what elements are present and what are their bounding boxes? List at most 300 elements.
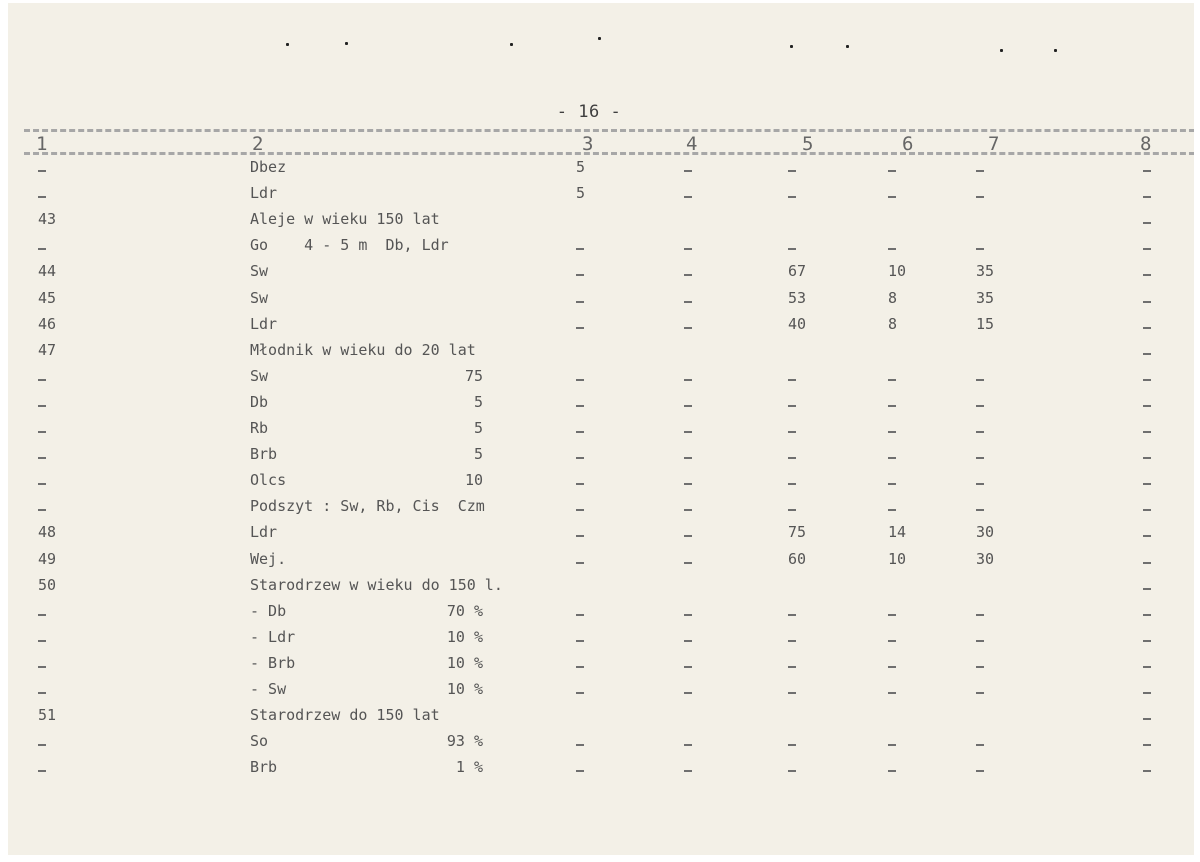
empty-value-dash [576, 431, 584, 433]
empty-value-dash [684, 483, 692, 485]
table-cell [684, 236, 693, 254]
empty-value-dash [1143, 692, 1151, 694]
empty-value-dash [788, 666, 796, 668]
table-header-top-rule [24, 129, 1194, 132]
table-cell [576, 445, 585, 463]
empty-value-dash [976, 770, 984, 772]
table-cell [684, 497, 693, 515]
empty-value-dash [684, 327, 692, 329]
empty-value-dash [788, 614, 796, 616]
paper-speck [846, 45, 849, 48]
table-cell [888, 419, 897, 437]
table-cell [576, 758, 585, 776]
table-cell [684, 393, 693, 411]
table-cell: 60 [788, 549, 807, 568]
empty-value-dash [684, 744, 692, 746]
table-cell: 75 [464, 366, 483, 385]
empty-value-dash [976, 483, 984, 485]
table-cell [684, 445, 693, 463]
table-cell [1143, 445, 1152, 463]
table-cell: 5 [473, 419, 483, 437]
table-cell [888, 602, 897, 620]
table-cell [1143, 262, 1152, 280]
table-cell: Młodnik w wieku do 20 lat [250, 340, 476, 359]
empty-value-dash [976, 170, 984, 172]
empty-value-dash [576, 301, 584, 303]
paper-speck [286, 43, 289, 46]
table-row [8, 521, 1194, 545]
table-cell [888, 654, 897, 672]
empty-value-dash [576, 535, 584, 537]
table-cell: So [250, 732, 269, 751]
empty-value-dash [1143, 770, 1151, 772]
table-cell [888, 445, 897, 463]
empty-value-dash [684, 301, 692, 303]
table-cell [788, 184, 797, 202]
empty-value-dash [976, 431, 984, 433]
empty-value-dash [888, 457, 896, 459]
empty-value-dash [888, 744, 896, 746]
table-cell [788, 497, 797, 515]
column-header-7: 7 [988, 133, 1000, 155]
table-cell [1143, 289, 1152, 307]
table-cell [788, 158, 797, 176]
empty-value-dash [1143, 666, 1151, 668]
empty-value-dash [684, 405, 692, 407]
table-cell: 10 [888, 549, 907, 568]
table-cell: 8 [888, 288, 898, 307]
table-cell: Ldr [250, 314, 278, 333]
table-cell: 43 [38, 210, 57, 229]
empty-value-dash [1143, 274, 1151, 276]
empty-value-dash [888, 770, 896, 772]
table-cell: 5 [576, 184, 586, 203]
empty-value-dash [788, 379, 796, 381]
table-row [8, 443, 1194, 467]
table-cell: Ldr [250, 184, 278, 203]
document-page [8, 3, 1194, 855]
empty-value-dash [976, 248, 984, 250]
empty-value-dash [1143, 327, 1151, 329]
table-cell [1143, 158, 1152, 176]
empty-value-dash [888, 640, 896, 642]
empty-value-dash [788, 170, 796, 172]
empty-value-dash [888, 614, 896, 616]
table-cell: 53 [788, 288, 807, 307]
empty-value-dash [38, 692, 46, 694]
paper-speck [510, 43, 513, 46]
table-cell: Db [250, 392, 269, 411]
table-cell [38, 184, 47, 202]
table-cell [576, 680, 585, 698]
table-cell: Brb [250, 445, 278, 464]
table-cell [788, 654, 797, 672]
empty-value-dash [888, 431, 896, 433]
empty-value-dash [576, 405, 584, 407]
empty-value-dash [38, 744, 46, 746]
empty-value-dash [1143, 744, 1151, 746]
table-cell [684, 419, 693, 437]
empty-value-dash [38, 509, 46, 511]
table-cell [976, 628, 985, 646]
table-cell [684, 550, 693, 568]
table-row [8, 600, 1194, 624]
table-cell [684, 367, 693, 385]
table-cell [684, 315, 693, 333]
table-cell [1143, 419, 1152, 437]
table-row [8, 652, 1194, 676]
empty-value-dash [38, 405, 46, 407]
table-cell [1143, 628, 1152, 646]
table-cell: 45 [38, 288, 57, 307]
table-cell: 93 % [446, 732, 483, 751]
paper-speck [345, 42, 348, 45]
table-cell: 67 [788, 262, 807, 281]
empty-value-dash [576, 770, 584, 772]
empty-value-dash [1143, 353, 1151, 355]
table-cell [684, 158, 693, 176]
table-cell [788, 393, 797, 411]
table-cell: 5 [576, 158, 586, 176]
table-cell: 48 [38, 523, 57, 542]
paper-speck [1000, 49, 1003, 52]
table-cell: 10 [464, 471, 483, 490]
table-row [8, 339, 1194, 363]
empty-value-dash [684, 562, 692, 564]
table-cell [684, 602, 693, 620]
table-cell: 51 [38, 706, 57, 725]
empty-value-dash [888, 248, 896, 250]
table-cell [788, 602, 797, 620]
table-cell: 10 % [446, 680, 483, 698]
empty-value-dash [1143, 562, 1151, 564]
table-cell: 46 [38, 314, 57, 333]
table-cell [38, 419, 47, 437]
empty-value-dash [684, 535, 692, 537]
table-cell [788, 732, 797, 750]
table-cell: Sw [250, 288, 269, 307]
table-cell [684, 680, 693, 698]
empty-value-dash [888, 379, 896, 381]
table-cell [1143, 184, 1152, 202]
empty-value-dash [888, 405, 896, 407]
table-cell: 40 [788, 314, 807, 333]
table-cell [576, 654, 585, 672]
empty-value-dash [576, 614, 584, 616]
table-cell: Aleje w wieku 150 lat [250, 210, 440, 229]
table-cell: - Sw [250, 680, 287, 698]
table-cell [888, 680, 897, 698]
table-cell: 35 [976, 262, 995, 281]
empty-value-dash [1143, 222, 1151, 224]
table-cell [38, 680, 47, 698]
empty-value-dash [788, 744, 796, 746]
table-cell: Starodrzew do 150 lat [250, 706, 440, 725]
empty-value-dash [1143, 405, 1151, 407]
table-cell [888, 236, 897, 254]
table-cell: 75 [788, 523, 807, 542]
empty-value-dash [1143, 301, 1151, 303]
empty-value-dash [888, 196, 896, 198]
table-row [8, 156, 1194, 180]
empty-value-dash [684, 770, 692, 772]
empty-value-dash [1143, 170, 1151, 172]
empty-value-dash [38, 379, 46, 381]
table-cell: - Db [250, 601, 287, 620]
table-cell [976, 445, 985, 463]
empty-value-dash [976, 692, 984, 694]
page-number: - 16 - [556, 102, 622, 122]
empty-value-dash [1143, 457, 1151, 459]
empty-value-dash [684, 170, 692, 172]
table-cell: Wej. [250, 549, 287, 568]
empty-value-dash [888, 483, 896, 485]
empty-value-dash [576, 692, 584, 694]
table-cell [888, 367, 897, 385]
table-cell: Rb [250, 419, 269, 437]
table-cell [576, 550, 585, 568]
table-cell [1143, 602, 1152, 620]
table-row [8, 730, 1194, 754]
table-cell [1143, 576, 1152, 594]
table-cell: 35 [976, 288, 995, 307]
table-cell [888, 497, 897, 515]
empty-value-dash [38, 170, 46, 172]
empty-value-dash [888, 666, 896, 668]
table-row [8, 469, 1194, 493]
empty-value-dash [1143, 248, 1151, 250]
table-cell [976, 758, 985, 776]
column-header-4: 4 [686, 133, 698, 155]
column-header-3: 3 [582, 133, 594, 155]
empty-value-dash [38, 640, 46, 642]
table-cell: 44 [38, 262, 57, 281]
table-cell: 50 [38, 575, 57, 594]
table-row [8, 182, 1194, 206]
table-row [8, 756, 1194, 780]
table-cell: 10 [888, 262, 907, 281]
empty-value-dash [576, 379, 584, 381]
empty-value-dash [684, 509, 692, 511]
table-cell [38, 654, 47, 672]
table-cell: 70 % [446, 601, 483, 620]
table-cell [788, 628, 797, 646]
table-row [8, 495, 1194, 519]
empty-value-dash [576, 509, 584, 511]
empty-value-dash [38, 483, 46, 485]
empty-value-dash [684, 274, 692, 276]
empty-value-dash [576, 666, 584, 668]
table-cell [788, 680, 797, 698]
table-header-bottom-rule [24, 152, 1194, 155]
empty-value-dash [976, 196, 984, 198]
empty-value-dash [684, 666, 692, 668]
empty-value-dash [38, 431, 46, 433]
empty-value-dash [976, 640, 984, 642]
empty-value-dash [1143, 535, 1151, 537]
empty-value-dash [576, 744, 584, 746]
table-cell [684, 732, 693, 750]
empty-value-dash [788, 248, 796, 250]
empty-value-dash [1143, 196, 1151, 198]
table-cell [1143, 523, 1152, 541]
table-cell [788, 367, 797, 385]
empty-value-dash [38, 457, 46, 459]
table-cell [1143, 706, 1152, 724]
empty-value-dash [888, 509, 896, 511]
table-cell [888, 471, 897, 489]
table-cell [576, 393, 585, 411]
table-cell [1143, 210, 1152, 228]
table-cell: - Brb [250, 653, 296, 672]
table-cell [976, 393, 985, 411]
table-cell [976, 497, 985, 515]
empty-value-dash [888, 692, 896, 694]
table-cell [684, 758, 693, 776]
empty-value-dash [788, 692, 796, 694]
column-header-1: 1 [36, 133, 48, 155]
table-cell: Sw [250, 262, 269, 281]
table-cell [1143, 654, 1152, 672]
empty-value-dash [788, 483, 796, 485]
table-row [8, 234, 1194, 258]
table-cell [576, 315, 585, 333]
table-cell [976, 654, 985, 672]
table-cell: Brb [250, 758, 278, 777]
table-row [8, 365, 1194, 389]
empty-value-dash [1143, 483, 1151, 485]
table-cell [576, 471, 585, 489]
empty-value-dash [576, 562, 584, 564]
table-cell [1143, 341, 1152, 359]
table-cell [576, 236, 585, 254]
table-cell [38, 367, 47, 385]
empty-value-dash [576, 483, 584, 485]
empty-value-dash [38, 196, 46, 198]
table-cell: Starodrzew w wieku do 150 l. [250, 575, 503, 594]
empty-value-dash [1143, 614, 1151, 616]
table-cell [976, 367, 985, 385]
table-cell: Dbez [250, 158, 287, 176]
paper-speck [1054, 49, 1057, 52]
table-cell [976, 419, 985, 437]
table-cell [1143, 236, 1152, 254]
table-cell [788, 758, 797, 776]
table-cell: 49 [38, 549, 57, 568]
empty-value-dash [684, 614, 692, 616]
table-row [8, 626, 1194, 650]
table-cell [976, 732, 985, 750]
empty-value-dash [38, 770, 46, 772]
table-cell [1143, 550, 1152, 568]
table-cell: 15 [976, 314, 995, 333]
empty-value-dash [576, 327, 584, 329]
table-cell: 8 [888, 314, 898, 333]
empty-value-dash [788, 196, 796, 198]
empty-value-dash [976, 666, 984, 668]
table-cell [1143, 315, 1152, 333]
table-cell [888, 393, 897, 411]
table-row [8, 391, 1194, 415]
paper-speck [598, 37, 601, 40]
table-cell [38, 732, 47, 750]
table-row [8, 417, 1194, 441]
empty-value-dash [976, 405, 984, 407]
table-cell [38, 602, 47, 620]
empty-value-dash [576, 457, 584, 459]
empty-value-dash [1143, 588, 1151, 590]
table-cell: 30 [976, 549, 995, 568]
table-cell [684, 262, 693, 280]
table-cell [888, 158, 897, 176]
table-cell [1143, 471, 1152, 489]
column-header-5: 5 [802, 133, 814, 155]
table-cell [976, 471, 985, 489]
empty-value-dash [38, 248, 46, 250]
empty-value-dash [976, 614, 984, 616]
table-cell [976, 184, 985, 202]
table-cell [576, 628, 585, 646]
table-cell: 14 [888, 523, 907, 542]
table-row [8, 260, 1194, 284]
empty-value-dash [684, 431, 692, 433]
table-cell: 5 [473, 445, 483, 464]
empty-value-dash [684, 379, 692, 381]
empty-value-dash [788, 457, 796, 459]
empty-value-dash [1143, 509, 1151, 511]
table-cell: 30 [976, 523, 995, 542]
empty-value-dash [888, 170, 896, 172]
empty-value-dash [684, 692, 692, 694]
table-cell: 10 % [446, 653, 483, 672]
table-row [8, 313, 1194, 337]
table-cell [1143, 732, 1152, 750]
column-header-6: 6 [902, 133, 914, 155]
table-cell: Sw [250, 366, 269, 385]
table-cell [788, 471, 797, 489]
empty-value-dash [976, 744, 984, 746]
table-cell [788, 419, 797, 437]
table-cell [38, 393, 47, 411]
table-cell [1143, 497, 1152, 515]
column-header-8: 8 [1140, 133, 1152, 155]
table-cell: 1 % [455, 758, 483, 777]
empty-value-dash [976, 379, 984, 381]
table-cell: 5 [473, 392, 483, 411]
table-cell: Ldr [250, 523, 278, 542]
table-cell [576, 289, 585, 307]
table-cell [976, 158, 985, 176]
empty-value-dash [1143, 718, 1151, 720]
paper-speck [790, 45, 793, 48]
table-cell [576, 602, 585, 620]
table-row [8, 287, 1194, 311]
table-cell [1143, 758, 1152, 776]
table-cell [576, 497, 585, 515]
table-cell [576, 262, 585, 280]
table-cell [684, 654, 693, 672]
table-cell [976, 602, 985, 620]
table-cell [1143, 393, 1152, 411]
table-cell: Go 4 - 5 m Db, Ldr [250, 236, 449, 255]
table-cell [788, 236, 797, 254]
table-cell: Olcs [250, 471, 287, 490]
empty-value-dash [1143, 431, 1151, 433]
empty-value-dash [788, 405, 796, 407]
table-cell [684, 289, 693, 307]
table-cell [888, 184, 897, 202]
empty-value-dash [684, 640, 692, 642]
